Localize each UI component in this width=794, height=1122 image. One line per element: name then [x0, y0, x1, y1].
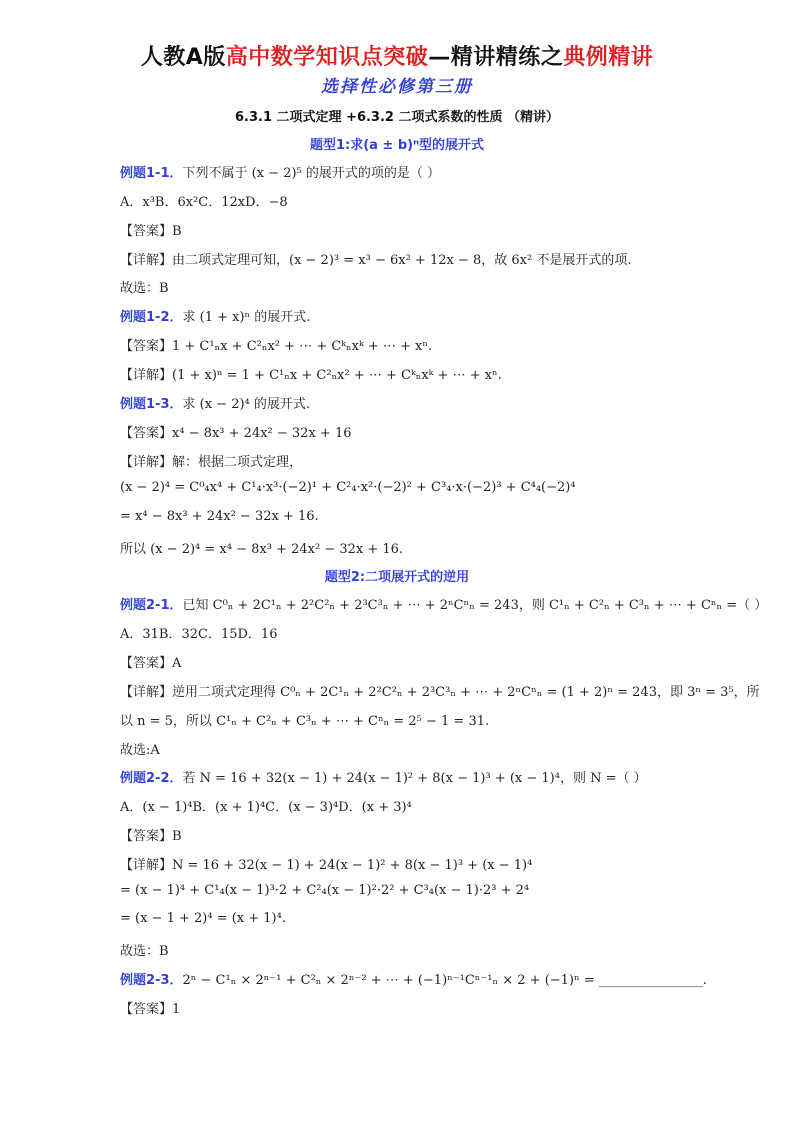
line-text: = (x − 1)⁴ + C¹₄(x − 1)³·2 + C²₄(x − 1)²·2² + C³₄(x − 1)·2³ + 2⁴	[120, 883, 530, 898]
line-text: 已知 C⁰ₙ + 2C¹ₙ + 2²C²ₙ + 2³C³ₙ + ⋯ + 2ⁿCⁿₙ = 243，则 C¹ₙ + C²ₙ + C³ₙ + ⋯ + Cⁿₙ =（ ）	[182, 598, 768, 613]
line-text: 2ⁿ − C¹ₙ × 2ⁿ⁻¹ + C²ₙ × 2ⁿ⁻² + ⋯ + (−1)ⁿ⁻¹Cⁿ⁻¹ₙ × 2 + (−1)ⁿ = ________________.	[182, 973, 707, 988]
example-2-2-options	[120, 796, 680, 815]
title-prefix: 人教A版	[140, 45, 226, 70]
lesson-heading: 6.3.1 二项式定理 +6.3.2 二项式系数的性质 （精讲）	[234, 110, 560, 125]
title-middle: —精讲精练之	[428, 45, 564, 70]
line-text: 以 n = 5，所以 C¹ₙ + C²ₙ + C³ₙ + ⋯ + Cⁿₙ = 2⁵ − 1 = 31.	[120, 714, 490, 729]
example-1-1-explanation	[120, 249, 680, 268]
example-2-1-question	[120, 594, 768, 613]
example-label: 例题2-3．	[120, 973, 183, 988]
line-text: 所以 (x − 2)⁴ = x⁴ − 8x³ + 24x² − 32x + 16.	[120, 542, 404, 557]
example-2-3-question	[120, 969, 707, 988]
example-2-2-step	[120, 883, 680, 898]
example-label: 例题2-1．	[120, 598, 183, 613]
line-text: 故选:A	[120, 743, 160, 758]
example-2-2-answer	[120, 825, 680, 844]
example-1-3-question	[120, 393, 680, 412]
line-text: 【详解】由二项式定理可知，(x − 2)³ = x³ − 6x² + 12x − 8，故 6x² 不是展开式的项.	[120, 253, 632, 268]
line-text: 求 (1 + x)ⁿ 的展开式.	[182, 310, 311, 325]
section-heading-1: 题型1:求(a ± b)ⁿ型的展开式	[309, 138, 485, 153]
line-text: 下列不属于 (x − 2)⁵ 的展开式的项的是（ ）	[182, 166, 441, 181]
line-text: 【详解】解：根据二项式定理，	[120, 455, 303, 470]
section-heading-2: 题型2:二项展开式的逆用	[324, 570, 470, 585]
example-1-2-question	[120, 306, 680, 325]
example-2-2-question	[120, 767, 680, 786]
line-text: A．(x − 1)⁴B．(x + 1)⁴C．(x − 3)⁴D．(x + 3)⁴	[120, 800, 412, 815]
line-text: 【详解】N = 16 + 32(x − 1) + 24(x − 1)² + 8(x − 1)³ + (x − 1)⁴	[120, 858, 533, 873]
line-text: 若 N = 16 + 32(x − 1) + 24(x − 1)² + 8(x − 1)³ + (x − 1)⁴，则 N =（ ）	[182, 771, 647, 786]
line-text: 【详解】逆用二项式定理得 C⁰ₙ + 2C¹ₙ + 2²C²ₙ + 2³C³ₙ + ⋯ + 2ⁿCⁿₙ = (1 + 2)ⁿ = 243，即 3ⁿ = 3⁵，所	[120, 685, 760, 700]
line-text: 故选：B	[120, 944, 169, 959]
example-1-3-explanation	[120, 451, 680, 470]
example-1-3-answer	[120, 422, 680, 441]
line-text: (x − 2)⁴ = C⁰₄x⁴ + C¹₄·x³·(−2)¹ + C²₄·x²·(−2)² + C³₄·x·(−2)³ + C⁴₄(−2)⁴	[120, 480, 576, 495]
line-text: 求 (x − 2)⁴ 的展开式.	[182, 397, 311, 412]
example-1-2-explanation	[120, 364, 680, 383]
example-label: 例题1-3．	[120, 397, 183, 412]
example-2-1-answer	[120, 652, 680, 671]
example-label: 例题1-1．	[120, 166, 183, 181]
example-1-1-options	[120, 191, 680, 210]
example-1-1-question	[120, 162, 680, 181]
line-text: 故选：B	[120, 281, 169, 296]
line-text: 【答案】1 + C¹ₙx + C²ₙx² + ⋯ + Cᵏₙxᵏ + ⋯ + xⁿ.	[120, 339, 433, 354]
line-text: = (x − 1 + 2)⁴ = (x + 1)⁴.	[120, 911, 286, 926]
line-text: 【答案】B	[120, 224, 182, 239]
example-label: 例题2-2．	[120, 771, 183, 786]
line-text: 【详解】(1 + x)ⁿ = 1 + C¹ₙx + C²ₙx² + ⋯ + Cᵏₙxᵏ + ⋯ + xⁿ.	[120, 368, 502, 383]
example-1-3-result	[120, 509, 680, 524]
example-2-3-answer	[120, 998, 680, 1017]
example-2-1-explanation	[120, 681, 760, 700]
example-2-1-explanation-cont	[120, 710, 680, 729]
example-1-1-choice	[120, 277, 680, 296]
example-2-2-choice	[120, 940, 680, 959]
line-text: 【答案】B	[120, 829, 182, 844]
page-title	[0, 40, 794, 71]
example-1-3-conclusion	[120, 538, 680, 557]
line-text: 【答案】1	[120, 1002, 181, 1017]
example-2-2-explanation	[120, 854, 680, 873]
example-1-1-answer	[120, 220, 680, 239]
line-text: A．31B．32C．15D．16	[120, 627, 278, 642]
title-highlight-2: 典例精讲	[563, 45, 654, 70]
example-label: 例题1-2．	[120, 310, 183, 325]
title-highlight-1: 高中数学知识点突破	[225, 45, 429, 70]
example-1-2-answer	[120, 335, 680, 354]
line-text: 【答案】x⁴ − 8x³ + 24x² − 32x + 16	[120, 426, 352, 441]
example-2-1-choice	[120, 739, 680, 758]
example-1-3-expansion	[120, 480, 680, 495]
line-text: A．x³B．6x²C．12xD．−8	[120, 195, 288, 210]
example-2-2-result	[120, 911, 680, 926]
line-text: 【答案】A	[120, 656, 182, 671]
example-2-1-options	[120, 623, 680, 642]
page-subtitle: 选择性必修第三册	[321, 77, 473, 97]
line-text: = x⁴ − 8x³ + 24x² − 32x + 16.	[120, 509, 319, 524]
